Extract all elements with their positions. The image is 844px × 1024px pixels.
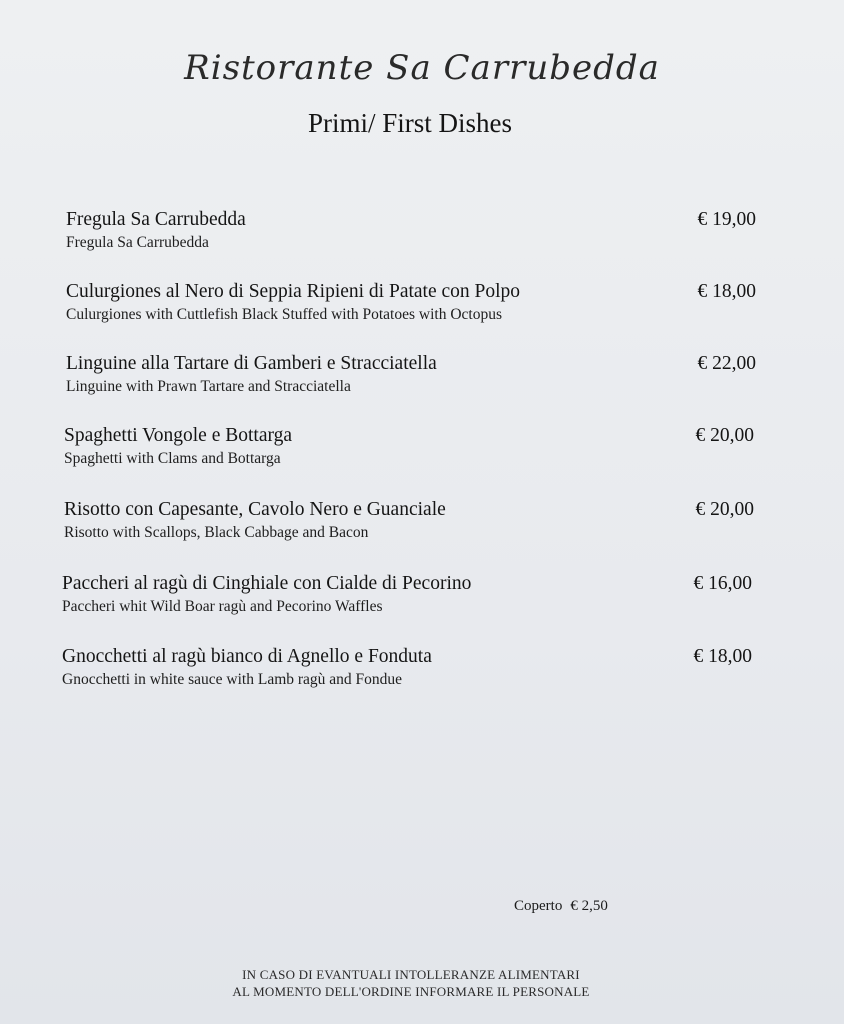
restaurant-name: Ristorante Sa Carrubedda <box>184 48 660 88</box>
menu-item <box>66 280 766 326</box>
dish-name: Culurgiones al Nero di Seppia Ripieni di Patate con Polpo <box>66 281 521 302</box>
dish-name: Linguine alla Tartare di Gamberi e Stracciatella <box>66 353 437 374</box>
dish-name: Fregula Sa Carrubedda <box>66 209 246 230</box>
cover-charge-label: Coperto <box>514 898 563 914</box>
dish-name: Spaghetti Vongole e Bottarga <box>64 425 293 446</box>
dish-translation: Linguine with Prawn Tartare and Stracciatella <box>66 378 351 395</box>
allergy-notice-line: AL MOMENTO DELL'ORDINE INFORMARE IL PERSONALE <box>232 984 590 999</box>
menu-item <box>64 498 764 544</box>
menu-item <box>64 424 764 470</box>
menu-item <box>66 208 766 254</box>
dish-price: € 18,00 <box>697 281 756 302</box>
dish-name: Risotto con Capesante, Cavolo Nero e Guanciale <box>64 499 446 520</box>
dish-name: Gnocchetti al ragù bianco di Agnello e Fonduta <box>62 646 432 667</box>
menu-item <box>66 352 766 398</box>
allergy-notice-line: IN CASO DI EVANTUALI INTOLLERANZE ALIMENTARI <box>242 967 580 982</box>
allergy-notice <box>0 966 822 1000</box>
dish-price: € 20,00 <box>695 499 754 520</box>
dish-price: € 16,00 <box>693 573 752 594</box>
dish-translation: Fregula Sa Carrubedda <box>66 234 209 251</box>
dish-translation: Culurgiones with Cuttlefish Black Stuffed with Potatoes with Octopus <box>66 306 502 323</box>
dish-translation: Risotto with Scallops, Black Cabbage and Bacon <box>64 524 369 541</box>
menu-item <box>62 572 762 618</box>
dish-translation: Spaghetti with Clams and Bottarga <box>64 450 281 467</box>
cover-charge <box>514 898 608 915</box>
dish-price: € 19,00 <box>697 209 756 230</box>
dish-price: € 18,00 <box>693 646 752 667</box>
menu-item <box>62 645 762 691</box>
cover-charge-price: € 2,50 <box>570 898 608 914</box>
dish-price: € 22,00 <box>697 353 756 374</box>
dish-translation: Paccheri whit Wild Boar ragù and Pecorino Waffles <box>62 598 383 615</box>
dish-name: Paccheri al ragù di Cinghiale con Cialde di Pecorino <box>62 573 472 594</box>
section-title: Primi/ First Dishes <box>307 108 513 138</box>
dish-price: € 20,00 <box>695 425 754 446</box>
dish-translation: Gnocchetti in white sauce with Lamb ragù and Fondue <box>62 671 403 688</box>
